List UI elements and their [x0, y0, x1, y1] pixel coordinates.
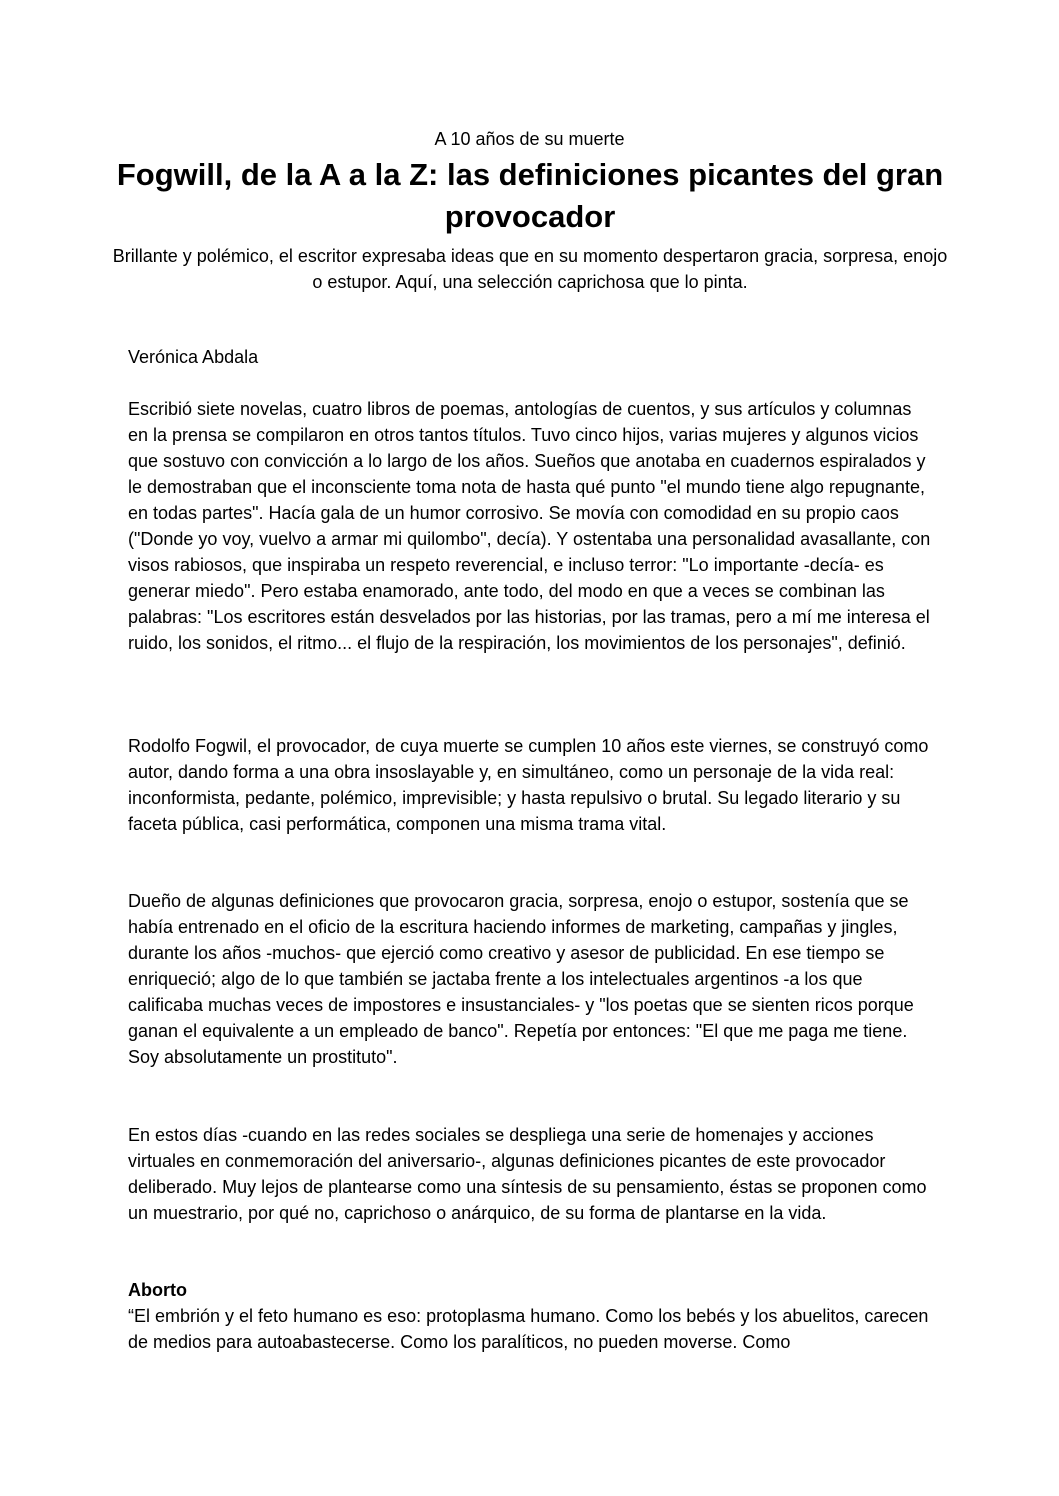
article-subtitle: Brillante y polémico, el escritor expresaba ideas que en su momento despertaron gracia, sorpresa, enojo o estupor. Aquí, una selección caprichosa que lo pinta.: [112, 246, 948, 292]
body-paragraph-2: Rodolfo Fogwil, el provocador, de cuya muerte se cumplen 10 años este viernes, se construyó como autor, dando forma a una obra insoslayable y, en simultáneo, como un personaje de la vida real: inconformista, pedante, polémico, imprevisible; y hasta repulsivo o brutal. Su legado literario y su faceta pública, casi performática, componen una misma trama vital.: [128, 736, 929, 834]
article-headline: Fogwill, de la A a la Z: las definiciones picantes del gran provocador: [116, 157, 944, 234]
section-paragraph-aborto: “El embrión y el feto humano es eso: protoplasma humano. Como los bebés y los abuelitos, carecen de medios para autoabastecerse. Como los paralíticos, no pueden moverse. Como: [128, 1306, 929, 1352]
body-paragraph-4: En estos días -cuando en las redes sociales se despliega una serie de homenajes y acciones virtuales en conmemoración del aniversario-, algunas definiciones picantes de este provocador deliberado. Muy lejos de plantearse como una síntesis de su pensamiento, éstas se proponen como un muestrario, por qué no, caprichoso o anárquico, de su forma de plantarse en la vida.: [128, 1125, 927, 1223]
section-heading-aborto: Aborto: [128, 1280, 187, 1300]
article-kicker: A 10 años de su muerte: [434, 129, 625, 149]
body-paragraph-1: Escribió siete novelas, cuatro libros de poemas, antologías de cuentos, y sus artículos y columnas en la prensa se compilaron en otros tantos títulos. Tuvo cinco hijos, varias mujeres y algunos vicios que sostuvo con convicción a lo largo de los años. Sueños que anotaba en cuadernos espiralados y le demostraban que el inconsciente toma nota de hasta qué punto "el mundo tiene algo repugnante, en todas partes". Hacía gala de un humor corrosivo. Se movía con comodidad en su propio caos ("Donde yo voy, vuelvo a armar mi quilombo", decía). Y ostentaba una personalidad avasallante, con visos rabiosos, que inspiraba un respeto reverencial, e incluso terror: "Lo importante -decía- es generar miedo". Pero estaba enamorado, ante todo, del modo en que a veces se combinan las palabras: "Los escritores están desvelados por las historias, por las tramas, pero a mí me interesa el ruido, los sonidos, el ritmo... el flujo de la respiración, los movimientos de los personajes", definió.: [128, 399, 931, 653]
body-paragraph-3: Dueño de algunas definiciones que provocaron gracia, sorpresa, enojo o estupor, sostenía que se había entrenado en el oficio de la escritura haciendo informes de marketing, campañas y jingles, durante los años -muchos- que ejerció como creativo y asesor de publicidad. En ese tiempo se enriqueció; algo de lo que también se jactaba frente a los intelectuales argentinos -a los que calificaba muchas veces de impostores e insustanciales- y "los poetas que se sienten ricos porque ganan el equivalente a un empleado de banco". Repetía por entonces: "El que me paga me tiene. Soy absolutamente un prostituto".: [128, 891, 914, 1067]
article-author: Verónica Abdala: [128, 347, 259, 367]
